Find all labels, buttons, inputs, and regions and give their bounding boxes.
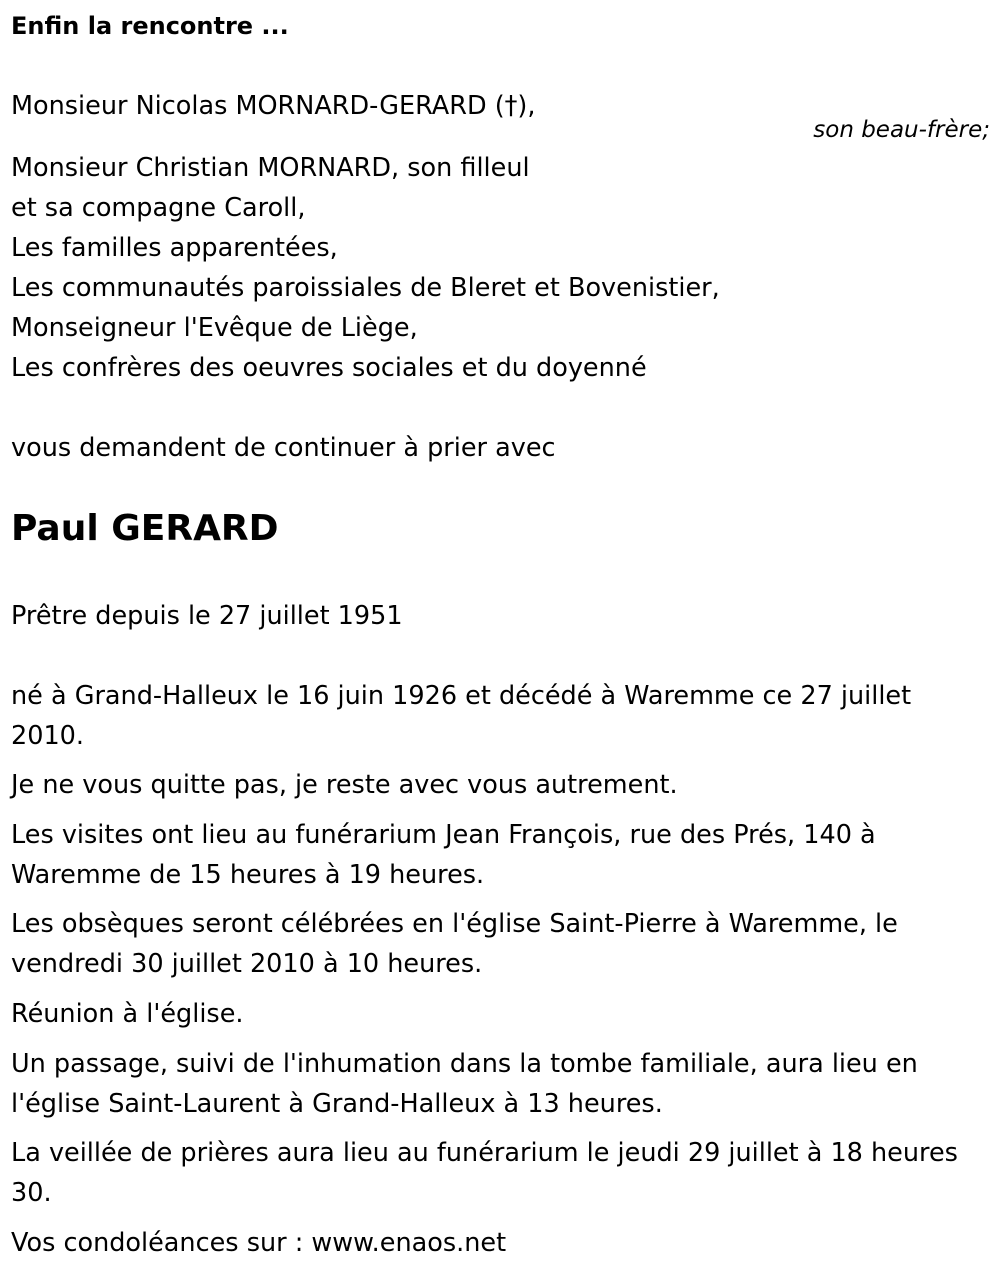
relation-label: son beau-frère;: [813, 117, 990, 143]
prayer-request: vous demandent de continuer à prier avec: [11, 433, 556, 463]
family-line: Les communautés paroissiales de Bleret et Bovenistier,: [11, 273, 720, 303]
family-line: Les confrères des oeuvres sociales et du doyenné: [11, 353, 647, 383]
family-line-brother-in-law: Monsieur Nicolas MORNARD-GERARD (†),: [11, 91, 536, 121]
birth-death-paragraph: né à Grand-Halleux le 16 juin 1926 et décédé à Waremme ce 27 juillet 2010.: [11, 681, 912, 751]
family-line: Monseigneur l'Evêque de Liège,: [11, 313, 418, 343]
announcement-title: Enfin la rencontre ...: [11, 12, 289, 40]
deceased-name: Paul GERARD: [11, 508, 279, 549]
vigil-paragraph: La veillée de prières aura lieu au funérarium le jeudi 29 juillet à 18 heures 30.: [11, 1138, 958, 1208]
funeral-paragraph: Les obsèques seront célébrées en l'église Saint-Pierre à Waremme, le vendredi 30 juillet 2010 à 10 heures.: [11, 909, 898, 979]
visits-paragraph: Les visites ont lieu au funérarium Jean François, rue des Prés, 140 à Waremme de 15 heures à 19 heures.: [11, 820, 876, 890]
meeting-paragraph: Réunion à l'église.: [11, 999, 244, 1029]
family-line: Les familles apparentées,: [11, 233, 338, 263]
burial-paragraph: Un passage, suivi de l'inhumation dans la tombe familiale, aura lieu en l'église Saint-Laurent à Grand-Halleux à 13 heures.: [11, 1049, 918, 1119]
family-line: et sa compagne Caroll,: [11, 193, 306, 223]
condolences-line: Vos condoléances sur : www.enaos.net: [11, 1228, 507, 1258]
ordination-date: Prêtre depuis le 27 juillet 1951: [11, 601, 403, 631]
quote-paragraph: Je ne vous quitte pas, je reste avec vous autrement.: [11, 770, 678, 800]
family-line: Monsieur Christian MORNARD, son filleul: [11, 153, 530, 183]
